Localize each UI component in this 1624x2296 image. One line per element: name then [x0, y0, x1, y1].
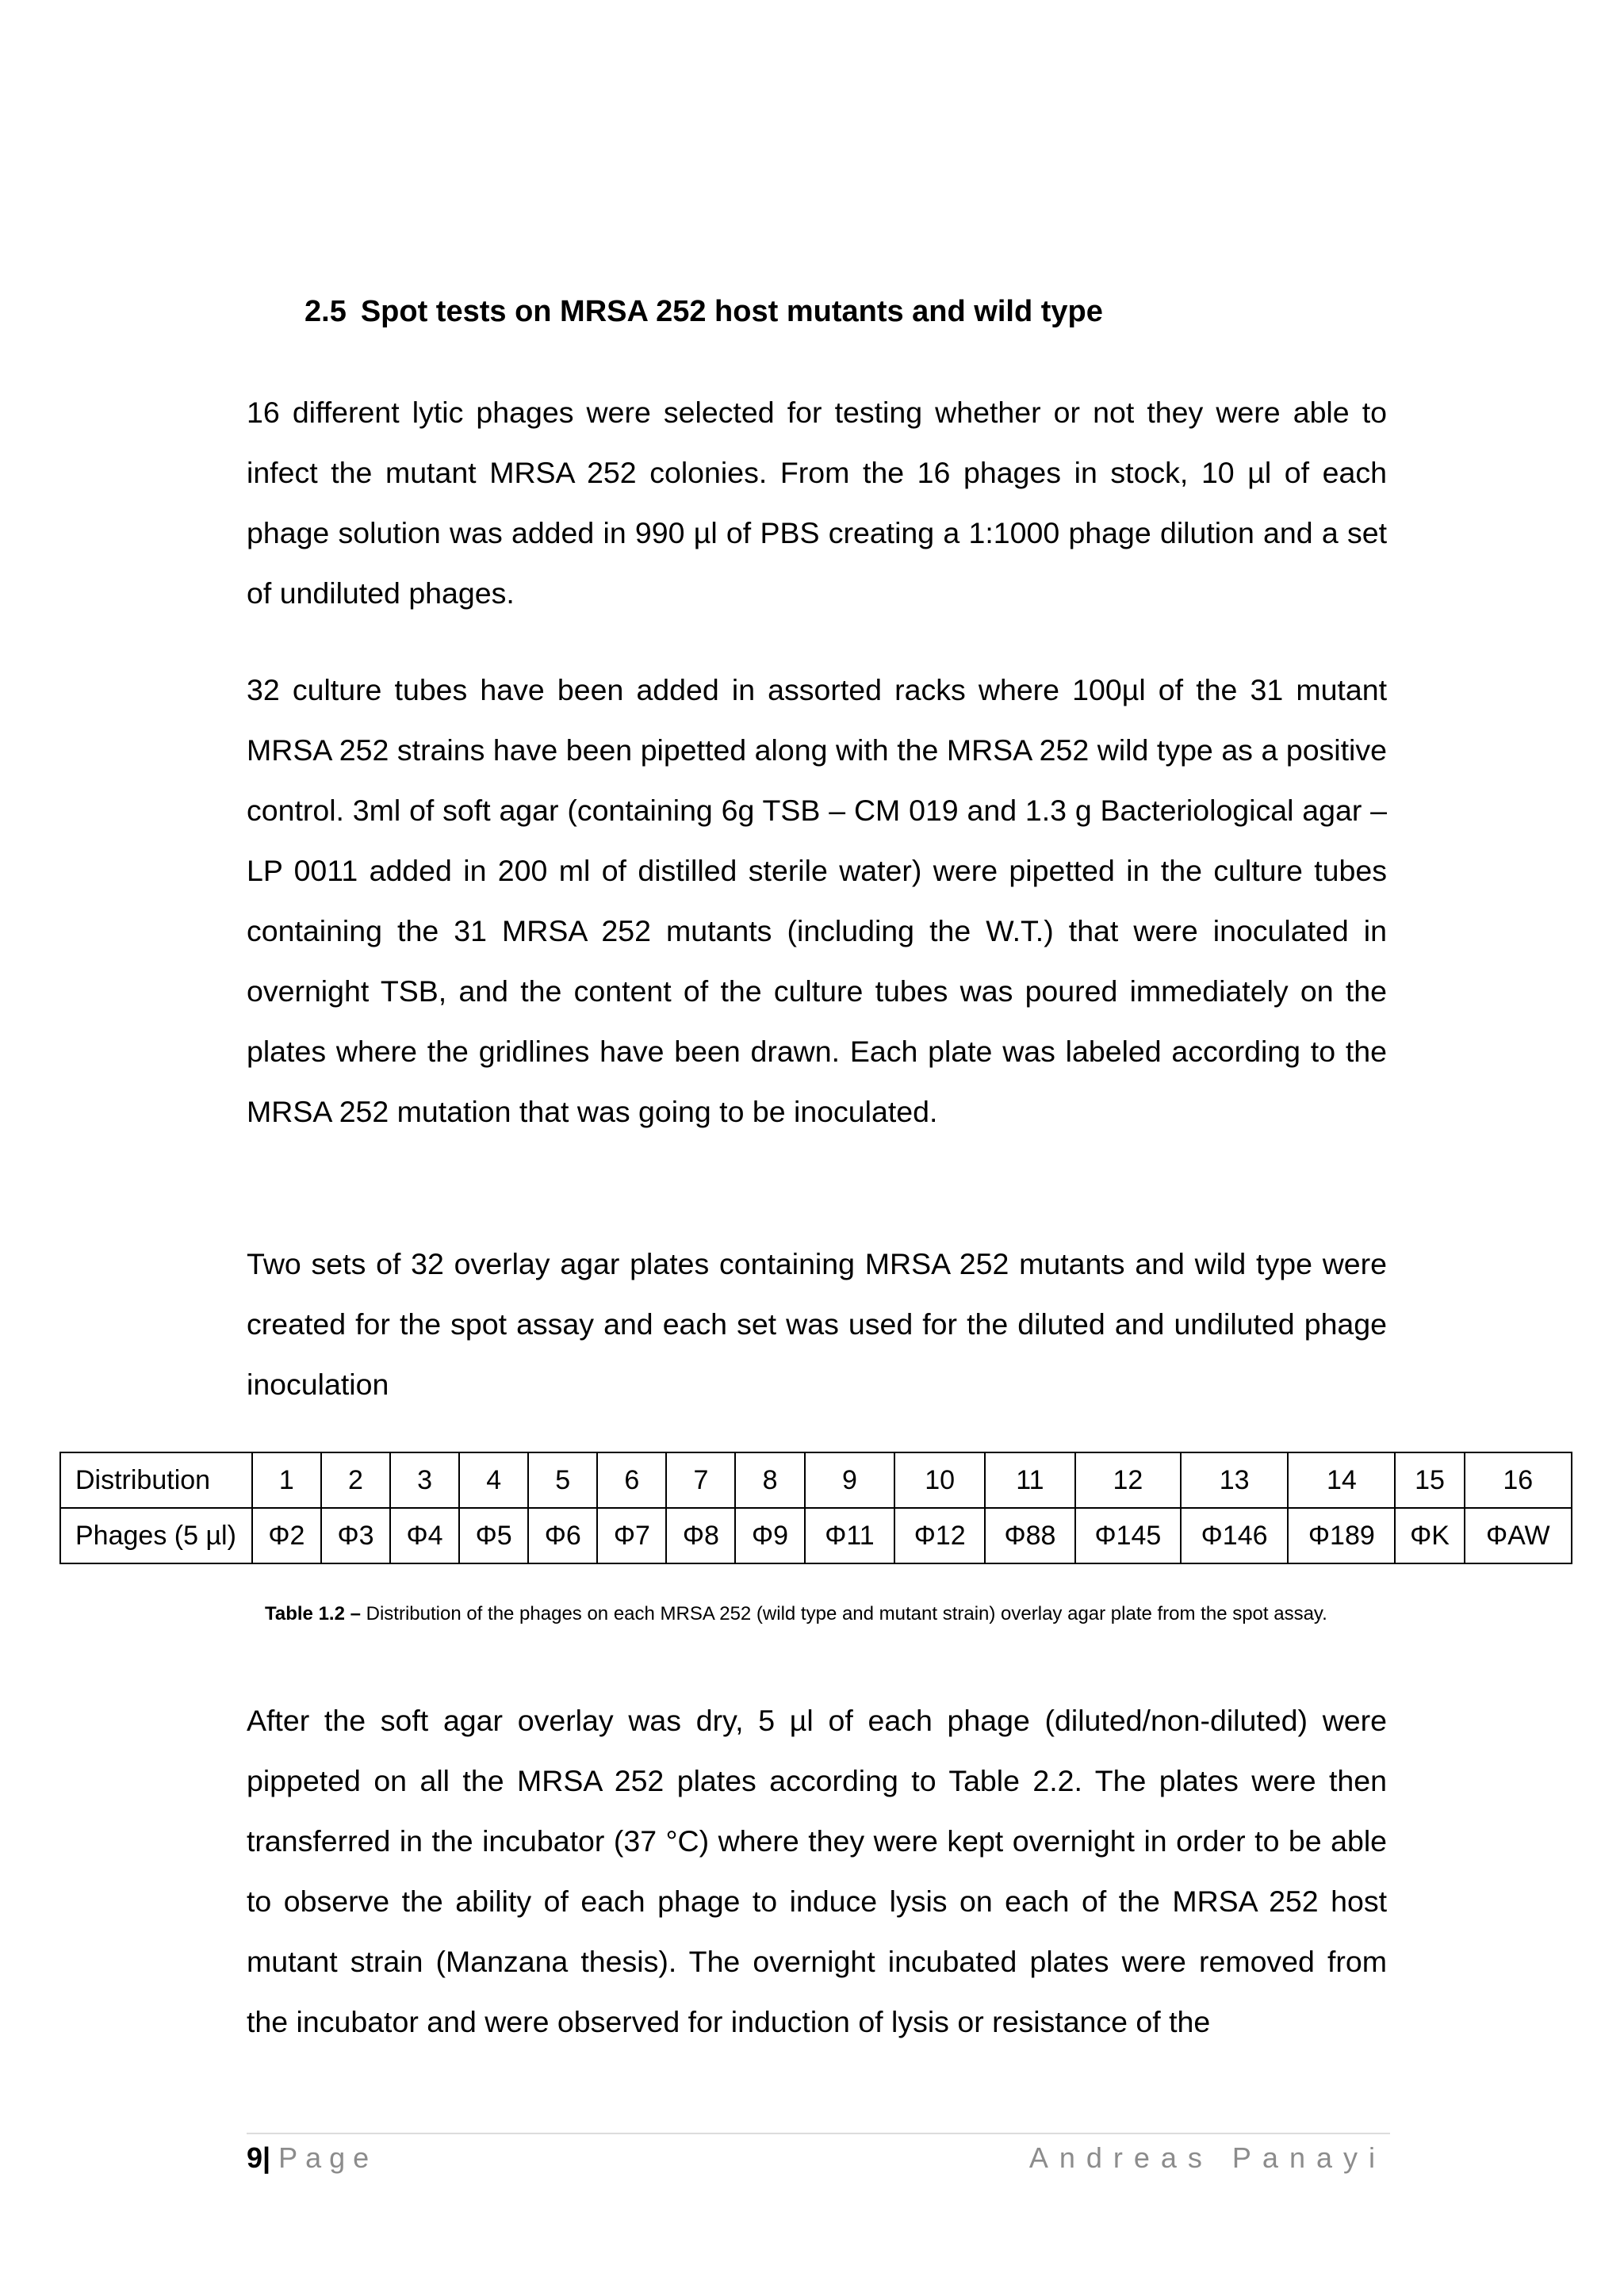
table-cell: ΦK	[1395, 1508, 1464, 1563]
caption-text: Distribution of the phages on each MRSA 252 (wild type and mutant strain) overlay agar plate from the spot assay.	[360, 1603, 1327, 1624]
table-cell: Φ145	[1075, 1508, 1181, 1563]
table-cell: 6	[597, 1452, 666, 1508]
paragraph-spot-assay: After the soft agar overlay was dry, 5 µl of each phage (diluted/non-diluted) were pippeted on all the MRSA 252 plates according to Table 2.2. The plates were then transferred in the incubator (37 °C) where they were kept overnight in order to be able to observe the ability of each phage to induce lysis on each of the MRSA 252 host mutant strain (Manzana thesis). The overnight incubated plates were removed from the incubator and were observed for induction of lysis or resistance of the	[247, 1704, 1387, 2038]
page-number: 9	[247, 2141, 263, 2174]
table-cell: Φ4	[390, 1508, 459, 1563]
table-cell: 3	[390, 1452, 459, 1508]
table-cell: Φ189	[1288, 1508, 1395, 1563]
table-cell: Φ9	[735, 1508, 804, 1563]
table-cell: 2	[321, 1452, 390, 1508]
table-cell: 7	[666, 1452, 735, 1508]
table-caption	[265, 1598, 1367, 1630]
table-cell: Φ6	[528, 1508, 597, 1563]
table-cell: Φ5	[459, 1508, 528, 1563]
footer-separator: |	[262, 2141, 271, 2174]
page-label: Page	[278, 2141, 377, 2174]
paragraph-culture-tubes: 32 culture tubes have been added in assorted racks where 100µl of the 31 mutant MRSA 252 strains have been pipetted along with the MRSA 252 wild type as a positive control. 3ml of soft agar (containing 6g TSB – CM 019 and 1.3 g Bacteriological agar – LP 0011 added in 200 ml of distilled sterile water) were pipetted in the culture tubes containing the 31 MRSA 252 mutants (including the W.T.) that were inoculated in overnight TSB, and the content of the culture tubes was poured immediately on the plates where the gridlines have been drawn. Each plate was labeled according to the MRSA 252 mutation that was going to be inoculated.	[247, 673, 1387, 1128]
table-cell: 5	[528, 1452, 597, 1508]
paragraph-phage-selection: 16 different lytic phages were selected for testing whether or not they were able to infect the mutant MRSA 252 colonies. From the 16 phages in stock, 10 µl of each phage solution was added in 990 µl of PBS creating a 1:1000 phage dilution and a set of undiluted phages.	[247, 396, 1387, 610]
footer-author: Andreas Panayi	[1028, 2141, 1386, 2174]
table-cell: 12	[1075, 1452, 1181, 1508]
row-header-distribution: Distribution	[60, 1452, 252, 1508]
table-cell: Φ7	[597, 1508, 666, 1563]
table-cell: 4	[459, 1452, 528, 1508]
table-cell: 16	[1465, 1452, 1572, 1508]
section-number: 2.5	[304, 295, 347, 328]
table-cell: Φ11	[805, 1508, 895, 1563]
caption-label: Table 1.2 –	[265, 1603, 361, 1624]
table-row-phages	[60, 1508, 1572, 1563]
table-cell: 9	[805, 1452, 895, 1508]
table-cell: 15	[1395, 1452, 1464, 1508]
table-cell: ΦAW	[1465, 1508, 1572, 1563]
table-cell: 13	[1181, 1452, 1288, 1508]
phage-distribution-table	[59, 1452, 1572, 1564]
row-header-phages: Phages (5 µl)	[60, 1508, 252, 1563]
table-cell: 10	[894, 1452, 985, 1508]
page-footer-number	[247, 2141, 377, 2175]
section-heading	[304, 295, 1103, 329]
footer-divider	[247, 2133, 1390, 2134]
table-cell: 1	[252, 1452, 321, 1508]
paragraph-overlay-plates: Two sets of 32 overlay agar plates containing MRSA 252 mutants and wild type were created for the spot assay and each set was used for the diluted and undiluted phage inoculation	[247, 1247, 1387, 1401]
table-row-distribution	[60, 1452, 1572, 1508]
table-cell: Φ88	[985, 1508, 1075, 1563]
section-title: Spot tests on MRSA 252 host mutants and wild type	[360, 295, 1103, 328]
table-cell: Φ3	[321, 1508, 390, 1563]
table-cell: 8	[735, 1452, 804, 1508]
table-cell: Φ2	[252, 1508, 321, 1563]
table-cell: Φ12	[894, 1508, 985, 1563]
table-cell: Φ146	[1181, 1508, 1288, 1563]
table-cell: Φ8	[666, 1508, 735, 1563]
table-cell: 11	[985, 1452, 1075, 1508]
table-cell: 14	[1288, 1452, 1395, 1508]
